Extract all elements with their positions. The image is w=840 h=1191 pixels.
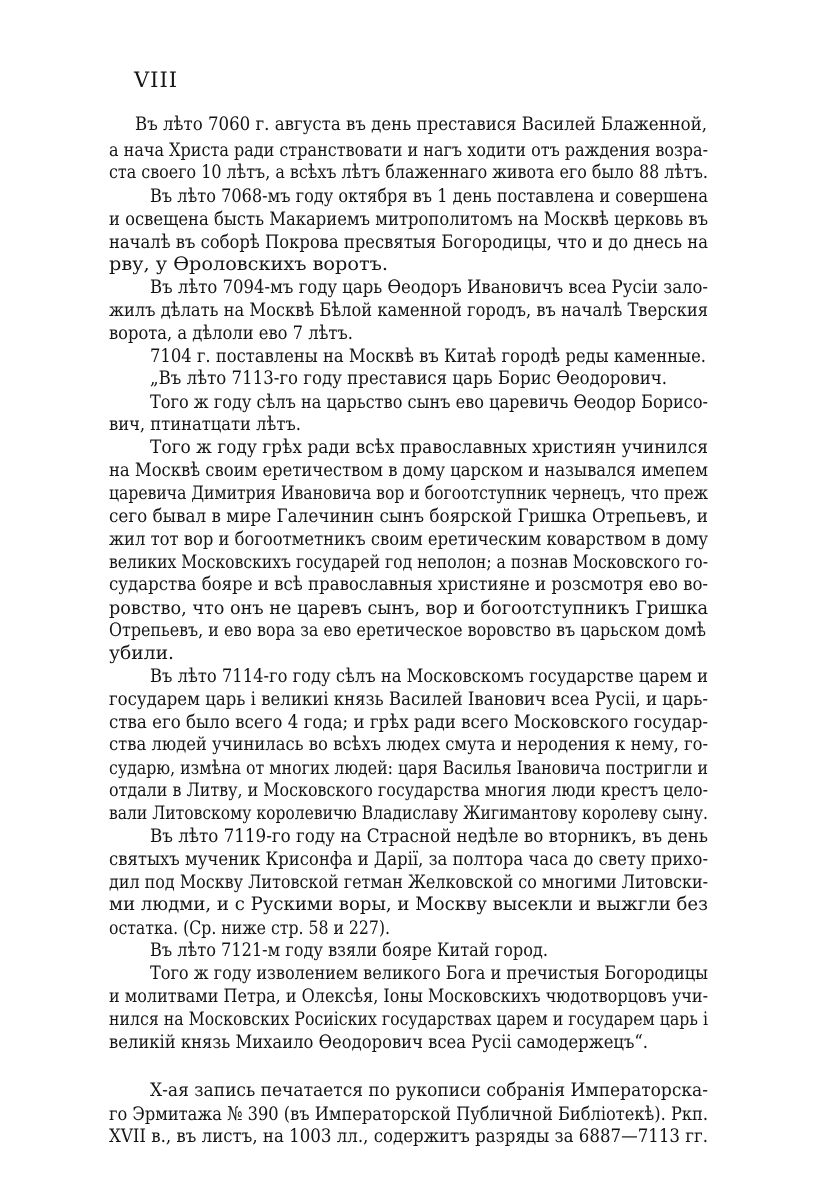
text-line: XVII в., въ листъ, на 1003 лл., содержитъ разряды за 6887—7113 гг. [109,1125,708,1148]
text-line: государем царь і великиі князь Василей Іванович всеа Русіі, и царь- [109,688,708,711]
text-line: ства его было всего 4 года; и грѣх ради всего Московского государ- [109,710,708,733]
text-line: Въ лѣто 7119-го году на Страсной недѣле во вторникъ, въ день [150,825,708,848]
text-line: вали Литовскому королевичю Владиславу Жигимантову королеву сыну. [109,801,709,824]
text-line: жил тот вор и богоотметникъ своим еретическим коварством в дому [109,528,709,551]
text-line: сего бывал в мире Галечинин сынъ боярской Гришка Отрепьевъ, и [109,504,708,527]
text-line: рву, у Ѳроловскихъ воротъ. [109,253,389,276]
text-line: великих Московскихъ государей год неполон; а познав Московского го- [109,550,708,573]
text-line: ста своего 10 лѣтъ, а всѣхъ лѣтъ блаженнаго живота его было 88 лѣтъ. [109,161,709,184]
text-line: ворота, а дѣлоли ево 7 лѣтъ. [109,322,354,345]
text-line: ми людми, и с Рускими воры, и Москву высекли и выжгли без [109,893,708,916]
text-line: сударства бояре и всѣ православныя християне и розсмотря ево во- [109,573,709,596]
text-line: ровство, что онъ не царевъ сынъ, вор и богоотступникъ Гришка [109,596,709,619]
text-line: 7104 г. поставлены на Москвѣ въ Китаѣ городѣ реды каменные. [150,344,706,367]
text-line: великій князь Михаило Ѳеодорович всеа Русіі самодержецъ“. [109,1030,648,1053]
text-line: началѣ въ соборѣ Покрова пресвятыя Богородицы, что и до днесь на [109,230,708,253]
text-line: Того ж году изволением великого Бога и пречистыя Богородицы [150,961,709,984]
page-number: VIII [134,68,179,92]
text-line: Отрепьевъ, и ево вора за ево еретическое воровство въ царьском домѣ [109,619,707,642]
text-line: а нача Христа ради странствовати и нагъ ходити отъ раждения возра- [109,138,709,161]
text-line: жилъ дѣлать на Москвѣ Бѣлой каменной городъ, въ началѣ Тверския [109,299,708,322]
text-line: Въ лѣто 7094-мъ году царь Ѳеодоръ Ивановичъ всеа Русіи зало- [150,275,708,298]
text-line: Въ лѣто 7121-м году взяли бояре Китай город. [150,939,549,962]
text-line: царевича Димитрия Ивановича вор и богоотступник чернецъ, что преж [109,482,709,504]
text-line: святыхъ мученик Крисонфа и Дарії, за полтора часа до свету прихо- [109,847,709,870]
text-line: Х-ая запись печатается по рукописи собранія Императорска- [150,1079,708,1102]
text-line: на Москвѣ своим еретичеством в дому царском и назывался имепем [109,459,708,482]
text-line: Того ж году грѣх ради всѣх православных християн учинился [150,435,709,458]
text-line: вич, птинатцати лѣтъ. [109,413,301,436]
text-line: ства людей учинилась во всѣхъ людех смута и неродения к нему, го- [109,733,709,756]
text-line: и освещена бысть Макариемъ митрополитомъ на Москвѣ церковь въ [109,208,709,231]
text-line: и молитвами Петра, и Олексѣя, Іоны Московскихъ чюдотворцовъ учи- [109,985,709,1008]
text-line: отдали в Литву, и Московского государства многия люди крестъ цело- [109,779,708,802]
text-line: сударю, измѣна от многих людей: царя Василья Івановича постригли и [109,756,709,779]
text-line: Въ лѣто 7060 г. августа въ день преставися Василей Блаженной, [135,113,707,136]
text-line: Въ лѣто 7068-мъ году октября въ 1 день поставлена и совершена [150,184,708,207]
text-line: нился на Московских Росиіских государствах царем и государем царь і [109,1007,709,1030]
text-line: „Въ лѣто 7113-го году преставися царь Борис Ѳеодорович. [150,367,668,390]
text-line: остатка. (Ср. ниже стр. 58 и 227). [109,916,391,939]
text-line: Въ лѣто 7114-го году сѣлъ на Московскомъ государстве царем и [150,664,709,687]
text-line: Того ж году сѣлъ на царьство сынъ ево царевичь Ѳеодор Борисо- [150,390,709,413]
text-line: убили. [109,641,174,664]
text-line: го Эрмитажа № 390 (въ Императорской Публичной Библіотекѣ). Ркп. [109,1102,708,1125]
text-line: дил под Москву Литовской гетман Желковской со многими Литовски- [109,870,709,893]
